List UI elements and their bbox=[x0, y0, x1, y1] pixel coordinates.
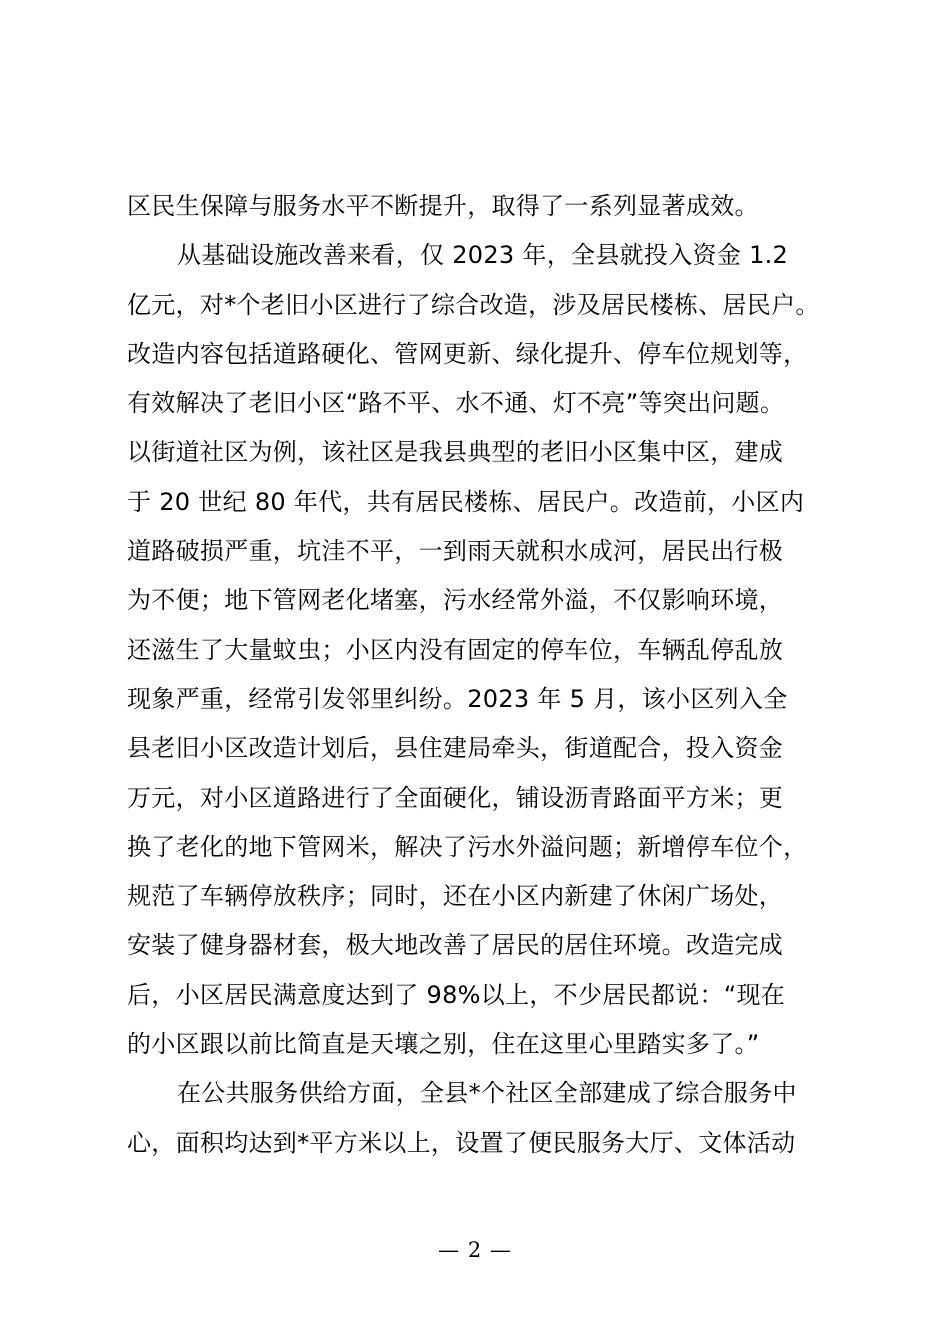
paragraph-start-line: 从基础设施改善来看，仅 2023 年，全县就投入资金 1.2 bbox=[177, 241, 789, 270]
text-line: 为不便；地下管网老化堵塞，污水经常外溢，不仅影响环境， bbox=[127, 586, 784, 615]
text-line: 于 20 世纪 80 年代，共有居民楼栋、居民户。改造前，小区内 bbox=[127, 487, 805, 516]
text-line: 安装了健身器材套，极大地改善了居民的居住环境。改造完成 bbox=[127, 931, 784, 960]
text-line: 的小区跟以前比简直是天壤之别，住在这里心里踏实多了。” bbox=[127, 1030, 760, 1059]
text-line: 县老旧小区改造计划后，县住建局牵头，街道配合，投入资金 bbox=[127, 734, 784, 763]
text-line: 区民生保障与服务水平不断提升，取得了一系列显著成效。 bbox=[127, 192, 759, 220]
text-line: 亿元，对*个老旧小区进行了综合改造，涉及居民楼栋、居民户。 bbox=[127, 290, 820, 319]
paragraph-start-line: 在公共服务供给方面，全县*个社区全部建成了综合服务中 bbox=[177, 1079, 797, 1108]
text-line: 规范了车辆停放秩序；同时，还在小区内新建了休闲广场处， bbox=[127, 882, 784, 911]
document-body bbox=[127, 182, 833, 1168]
text-line: 心，面积均达到*平方米以上，设置了便民服务大厅、文体活动 bbox=[127, 1128, 796, 1157]
text-line: 万元，对小区道路进行了全面硬化，铺设沥青路面平方米；更 bbox=[127, 783, 784, 812]
text-line: 有效解决了老旧小区“路不平、水不通、灯不亮”等突出问题。 bbox=[127, 389, 785, 418]
text-line: 还滋生了大量蚊虫；小区内没有固定的停车位，车辆乱停乱放 bbox=[127, 635, 784, 664]
text-line: 后，小区居民满意度达到了 98%以上，不少居民都说：“现在 bbox=[127, 980, 786, 1009]
text-line: 改造内容包括道路硬化、管网更新、绿化提升、停车位规划等， bbox=[127, 339, 808, 368]
text-line: 以街道社区为例，该社区是我县典型的老旧小区集中区，建成 bbox=[127, 438, 784, 467]
page-number: — 2 — bbox=[438, 1238, 512, 1262]
text-line: 道路破损严重，坑洼不平，一到雨天就积水成河，居民出行极 bbox=[127, 537, 784, 566]
text-line: 现象严重，经常引发邻里纠纷。2023 年 5 月，该小区列入全 bbox=[127, 684, 788, 713]
text-line: 换了老化的地下管网米，解决了污水外溢问题；新增停车位个， bbox=[127, 832, 808, 861]
